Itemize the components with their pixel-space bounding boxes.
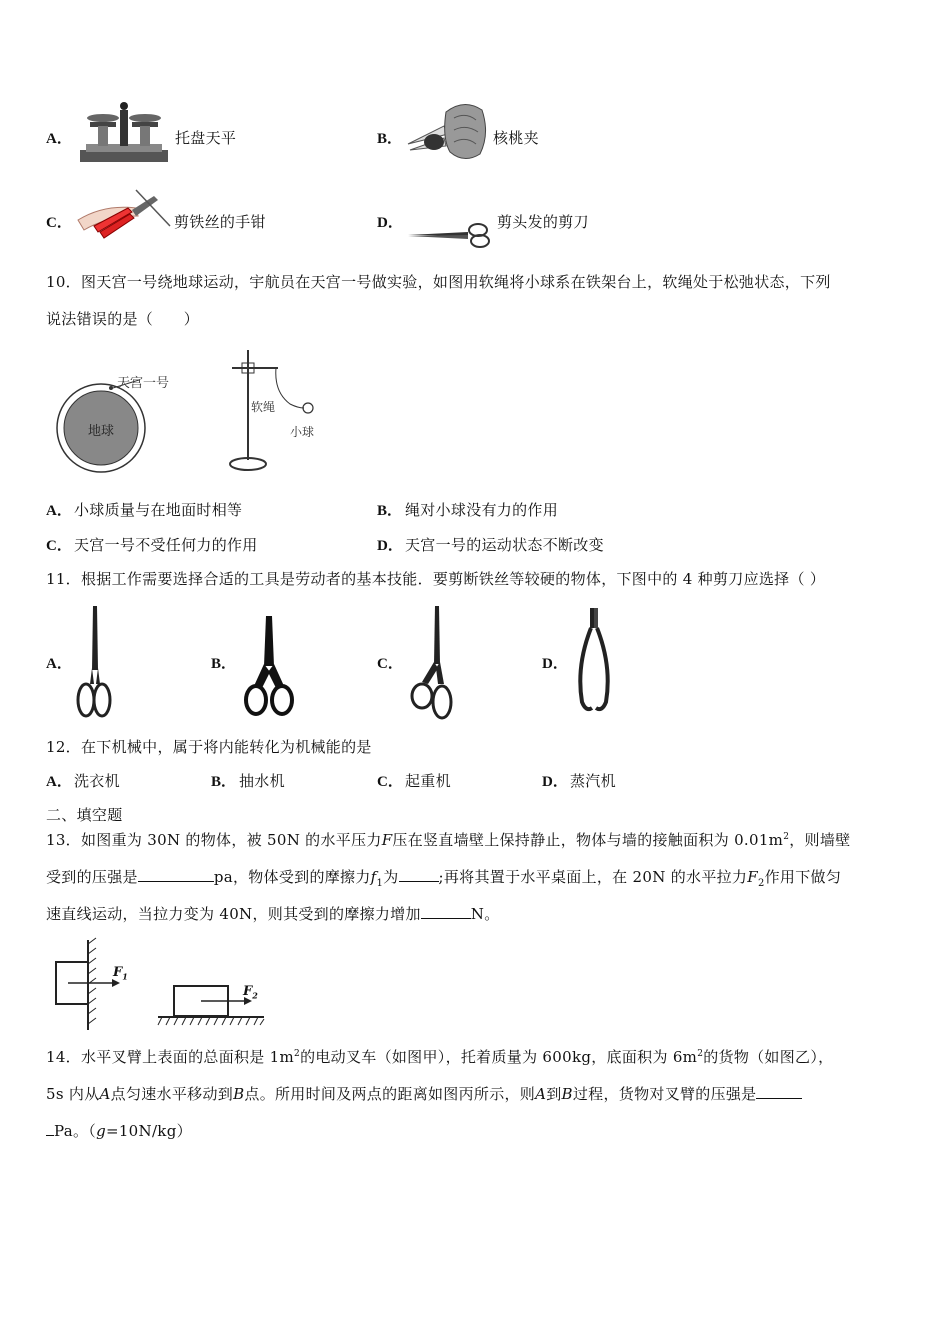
q9-option-b-label[interactable]: B．: [377, 131, 403, 147]
q14-line1: [46, 1046, 833, 1067]
q12-option-a-label[interactable]: A．: [46, 774, 72, 790]
wall-block-figure: [52, 938, 132, 1032]
q14-l2-e: 过程，货物对叉臂的压强是: [572, 1085, 757, 1103]
q14-var-g: g: [96, 1122, 106, 1140]
q14-blank-pressure-a[interactable]: [756, 1084, 802, 1099]
long-blade-scissors-icon: [74, 604, 114, 720]
q9-option-d-label[interactable]: D．: [377, 215, 403, 231]
q12-option-d-label[interactable]: D．: [542, 774, 568, 790]
section-title: 二、填空题: [46, 806, 123, 824]
q11-stem: 11．根据工作需要选择合适的工具是劳动者的基本技能．要剪断铁丝等较硬的物体，下图中的 4 种剪刀应选择（ ）: [46, 570, 826, 588]
q13-blank-pressure[interactable]: [138, 867, 214, 882]
q14-l1-b: 的电动叉车（如图甲），托着质量为 600kg，底面积为 6m: [300, 1048, 698, 1066]
q10-option-d-label[interactable]: D．: [377, 538, 403, 554]
q14-line3: [46, 1120, 192, 1141]
f2-label: [243, 984, 258, 1001]
q13-l2-c: 为: [383, 868, 399, 886]
q10-option-c-label[interactable]: C．: [46, 538, 72, 554]
f1-text: F: [113, 965, 123, 980]
hair-scissors-icon: [406, 222, 496, 248]
q11-option-c-label[interactable]: C．: [377, 656, 403, 672]
walnut-cracker-icon: [404, 98, 490, 164]
f1-sub: 1: [122, 971, 128, 982]
q9-option-d-text: 剪头发的剪刀: [497, 213, 589, 231]
q14-line2: [46, 1083, 802, 1104]
ball-label: 小球: [290, 425, 315, 439]
q14-l1-c: 的货物（如图乙），: [703, 1048, 834, 1066]
q14-var-A: A: [99, 1085, 111, 1103]
q14-blank-pressure-b[interactable]: [46, 1121, 54, 1136]
f1-label: [113, 965, 128, 982]
tin-snips-icon: [574, 606, 614, 720]
q12-option-a-text: 洗衣机: [74, 772, 120, 790]
q11-option-d-label[interactable]: D．: [542, 656, 568, 672]
q12-option-c-label[interactable]: C．: [377, 774, 403, 790]
q9-option-c-text: 剪铁丝的手钳: [174, 213, 266, 231]
q12-stem: 12．在下机械中，属于将内能转化为机械能的是: [46, 738, 372, 756]
q11-option-a-label[interactable]: A．: [46, 656, 72, 672]
q13-line1: [46, 829, 850, 850]
q13-line3: [46, 903, 500, 924]
q14-l2-a: 5s 内从: [46, 1085, 100, 1103]
q14-l2-d: 到: [546, 1085, 562, 1103]
q12-option-b-text: 抽水机: [239, 772, 285, 790]
q14-l2-c: 点。所用时间及两点的距离如图丙所示，则: [244, 1085, 536, 1103]
q13-var-F2: F: [747, 868, 758, 886]
q13-l1-c: ，则墙壁: [789, 831, 851, 849]
q12-option-d-text: 蒸汽机: [570, 772, 616, 790]
q13-l1-a: 13．如图重为 30N 的物体，被 50N 的水平压力: [46, 831, 382, 849]
q14-l3-b: =10N/kg）: [105, 1122, 192, 1140]
q11-option-b-label[interactable]: B．: [211, 656, 237, 672]
q14-var-B: B: [233, 1085, 245, 1103]
q9-option-c-label[interactable]: C．: [46, 215, 72, 231]
q9-option-b-text: 核桃夹: [493, 129, 539, 147]
q12-option-b-label[interactable]: B．: [211, 774, 237, 790]
q13-l1-b: 压在竖直墙壁上保持静止，物体与墙的接触面积为 0.01m: [392, 831, 784, 849]
q10-option-c-text: 天宫一号不受任何力的作用: [74, 536, 258, 554]
q10-option-a-text: 小球质量与在地面时相等: [74, 501, 243, 519]
q14-l1-a: 14．水平叉臂上表面的总面积是 1m: [46, 1048, 295, 1066]
q13-var-F: F: [381, 831, 393, 849]
q14-var-B2: B: [561, 1085, 573, 1103]
q13-l2-b: pa，物体受到的摩擦力: [213, 868, 371, 886]
rope-label: 软绳: [251, 400, 276, 414]
q13-blank-friction[interactable]: [399, 867, 439, 882]
q14-l3-a: Pa。（: [54, 1122, 97, 1140]
q10-option-b-label[interactable]: B．: [377, 503, 403, 519]
asymmetric-scissors-icon: [408, 604, 456, 720]
q14-sup2: 2: [697, 1049, 704, 1059]
q10-option-a-label[interactable]: A．: [46, 503, 72, 519]
q10-stem-line1: 10．图天宫一号绕地球运动，宇航员在天宫一号做实验，如图用软绳将小球系在铁架台上，软绳处于松弛状态，下列: [46, 273, 831, 291]
f2-sub: 2: [252, 990, 258, 1001]
q13-sup: 2: [783, 832, 790, 842]
q14-var-A2: A: [535, 1085, 547, 1103]
q13-blank-increase[interactable]: [421, 904, 471, 919]
q12-option-c-text: 起重机: [405, 772, 451, 790]
q13-sub2: 2: [757, 878, 765, 889]
q13-sub1: 1: [376, 878, 384, 889]
q13-l2-a: 受到的压强是: [46, 868, 138, 886]
q13-l2-e: 作用下做匀: [764, 868, 842, 886]
pliers-icon: [74, 186, 174, 248]
short-blade-scissors-icon: [244, 612, 294, 720]
q14-sup1: 2: [294, 1049, 301, 1059]
q10-stem-line2: 说法错误的是（ ）: [46, 310, 200, 328]
q13-l3-b: N。: [470, 905, 500, 923]
balance-scale-icon: [76, 98, 172, 166]
q13-l2-d: ;再将其置于水平桌面上，在 20N 的水平拉力: [438, 868, 748, 886]
q10-option-d-text: 天宫一号的运动状态不断改变: [405, 536, 604, 554]
q13-l3-a: 速直线运动，当拉力变为 40N，则其受到的摩擦力增加: [46, 905, 421, 923]
q13-line2: [46, 866, 841, 889]
f2-text: F: [243, 984, 253, 999]
station-label: 天宫一号: [117, 376, 170, 391]
q9-option-a-text: 托盘天平: [175, 129, 237, 147]
q10-option-b-text: 绳对小球没有力的作用: [405, 501, 559, 519]
earth-label: 地球: [88, 424, 115, 439]
q9-option-a-label[interactable]: A．: [46, 131, 72, 147]
q13-var-f: f: [370, 868, 377, 886]
q14-l2-b: 点匀速水平移动到: [110, 1085, 234, 1103]
